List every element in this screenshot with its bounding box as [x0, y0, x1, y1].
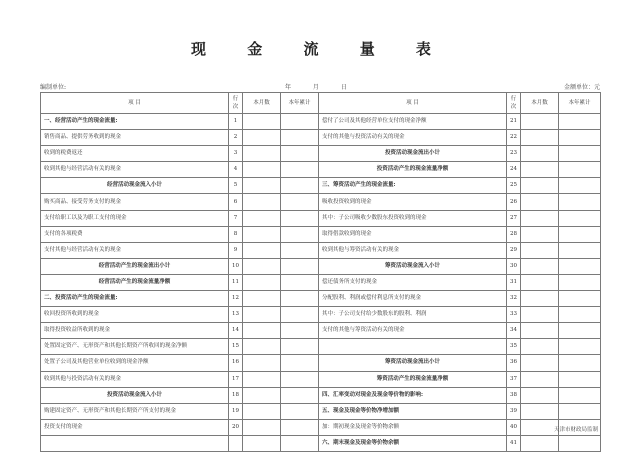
right-item: 投资活动现金流出小计 [319, 146, 507, 162]
left-cumulative-value [281, 130, 319, 146]
left-current-value [243, 307, 281, 323]
left-cumulative-value [281, 146, 319, 162]
table-row [41, 403, 601, 419]
right-item: 四、汇率变动对现金及现金等价物的影响: [319, 387, 507, 403]
table-row [41, 226, 601, 242]
right-item: 偿还债务所支付的现金 [319, 274, 507, 290]
left-line-no: 15 [229, 339, 243, 355]
left-cumulative-value [281, 323, 319, 339]
left-line-no: 20 [229, 419, 243, 435]
left-item [41, 435, 229, 451]
left-item: 处置固定资产、无形资产和其他长期资产所收回的现金净额 [41, 339, 229, 355]
left-line-no: 12 [229, 291, 243, 307]
left-current-value [243, 178, 281, 194]
header-item-left: 项 目 [41, 93, 229, 114]
left-current-value [243, 291, 281, 307]
left-item: 销售商品、提供劳务收到的现金 [41, 130, 229, 146]
left-item: 收回投资所收到的现金 [41, 307, 229, 323]
left-current-value [243, 323, 281, 339]
table-row [41, 371, 601, 387]
right-line-no: 27 [507, 210, 521, 226]
table-row [41, 114, 601, 130]
left-cumulative-value [281, 274, 319, 290]
right-current-value [521, 307, 559, 323]
left-line-no: 1 [229, 114, 243, 130]
right-current-value [521, 162, 559, 178]
header-current-right: 本月数 [521, 93, 559, 114]
left-current-value [243, 162, 281, 178]
right-cumulative-value [559, 403, 601, 419]
left-item: 支付给职工以及为职工支付的现金 [41, 210, 229, 226]
right-line-no: 33 [507, 307, 521, 323]
right-item: 五、现金及现金等价物净增加额 [319, 403, 507, 419]
left-item: 二、投资活动产生的现金流量: [41, 291, 229, 307]
right-item: 分配股利、利润或偿付利息所支付的现金 [319, 291, 507, 307]
table-row [41, 355, 601, 371]
right-item: 加：期初现金及现金等价物余额 [319, 419, 507, 435]
left-item: 处置子公司及其他营业单位收到的现金净额 [41, 355, 229, 371]
table-row [41, 339, 601, 355]
left-line-no: 19 [229, 403, 243, 419]
left-item: 收到其他与经营活动有关的现金 [41, 162, 229, 178]
right-cumulative-value [559, 194, 601, 210]
left-cumulative-value [281, 387, 319, 403]
table-row [41, 210, 601, 226]
right-line-no: 29 [507, 242, 521, 258]
header-current-left: 本月数 [243, 93, 281, 114]
left-line-no: 2 [229, 130, 243, 146]
table-row [41, 162, 601, 178]
right-cumulative-value [559, 355, 601, 371]
left-cumulative-value [281, 226, 319, 242]
left-line-no: 7 [229, 210, 243, 226]
left-item: 支付的各项税费 [41, 226, 229, 242]
left-cumulative-value [281, 291, 319, 307]
left-item: 取得投资收益所收到的现金 [41, 323, 229, 339]
left-cumulative-value [281, 210, 319, 226]
left-current-value [243, 226, 281, 242]
left-line-no: 11 [229, 274, 243, 290]
table-row [41, 258, 601, 274]
table-row [41, 274, 601, 290]
right-cumulative-value [559, 210, 601, 226]
left-item: 支付其他与经营活动有关的现金 [41, 242, 229, 258]
right-line-no: 28 [507, 226, 521, 242]
left-item: 经营活动产生的现金流出小计 [41, 258, 229, 274]
right-cumulative-value [559, 435, 601, 451]
left-cumulative-value [281, 371, 319, 387]
left-cumulative-value [281, 162, 319, 178]
right-item: 三、筹资活动产生的现金流量: [319, 178, 507, 194]
footer-note: 天津市财政局监制 [553, 427, 598, 433]
table-row [41, 307, 601, 323]
table-row [41, 387, 601, 403]
left-current-value [243, 339, 281, 355]
right-current-value [521, 130, 559, 146]
right-current-value [521, 435, 559, 451]
right-cumulative-value [559, 323, 601, 339]
right-item: 其中：子公司支付给少数股东的股利、利润 [319, 307, 507, 323]
right-line-no: 34 [507, 323, 521, 339]
right-cumulative-value [559, 226, 601, 242]
left-line-no: 5 [229, 178, 243, 194]
right-cumulative-value [559, 130, 601, 146]
right-current-value [521, 371, 559, 387]
left-item: 收到的税费返还 [41, 146, 229, 162]
right-line-no: 25 [507, 178, 521, 194]
right-line-no: 21 [507, 114, 521, 130]
right-line-no: 22 [507, 130, 521, 146]
left-line-no: 17 [229, 371, 243, 387]
right-line-no: 26 [507, 194, 521, 210]
right-current-value [521, 403, 559, 419]
left-item: 经营活动产生的现金流量净额 [41, 274, 229, 290]
left-cumulative-value [281, 355, 319, 371]
right-line-no: 41 [507, 435, 521, 451]
right-cumulative-value [559, 371, 601, 387]
right-item: 取得借款收到的现金 [319, 226, 507, 242]
right-line-no: 31 [507, 274, 521, 290]
right-line-no: 30 [507, 258, 521, 274]
right-item: 六、期末现金及现金等价物余额 [319, 435, 507, 451]
right-cumulative-value [559, 258, 601, 274]
left-current-value [243, 419, 281, 435]
right-current-value [521, 114, 559, 130]
right-item: 筹资活动产生的现金流量净额 [319, 371, 507, 387]
table-row [41, 194, 601, 210]
right-cumulative-value [559, 178, 601, 194]
date-label: 年 月 日 [285, 84, 347, 91]
left-line-no: 4 [229, 162, 243, 178]
left-line-no: 18 [229, 387, 243, 403]
left-cumulative-value [281, 258, 319, 274]
left-line-no: 16 [229, 355, 243, 371]
table-row [41, 146, 601, 162]
right-current-value [521, 210, 559, 226]
right-item: 吸收投资收到的现金 [319, 194, 507, 210]
right-current-value [521, 146, 559, 162]
right-line-no: 35 [507, 339, 521, 355]
right-item: 其中：子公司吸收少数股东投资收到的现金 [319, 210, 507, 226]
left-item: 购买商品、接受劳务支付的现金 [41, 194, 229, 210]
left-line-no: 3 [229, 146, 243, 162]
left-current-value [243, 210, 281, 226]
left-cumulative-value [281, 339, 319, 355]
left-item: 经营活动现金流入小计 [41, 178, 229, 194]
table-row [41, 435, 601, 451]
header-cumulative-left: 本年累计 [281, 93, 319, 114]
left-current-value [243, 114, 281, 130]
right-item: 支付的其他与筹资活动有关的现金 [319, 323, 507, 339]
left-line-no: 9 [229, 242, 243, 258]
left-current-value [243, 387, 281, 403]
table-row [41, 419, 601, 435]
left-current-value [243, 371, 281, 387]
right-line-no: 38 [507, 387, 521, 403]
left-item: 投资活动现金流入小计 [41, 387, 229, 403]
cash-flow-table [40, 92, 601, 452]
currency-label: 金额单位：元 [563, 84, 600, 91]
left-line-no: 10 [229, 258, 243, 274]
header-no-right: 行次 [507, 93, 521, 114]
right-current-value [521, 194, 559, 210]
left-line-no: 8 [229, 226, 243, 242]
left-item: 投资支付的现金 [41, 419, 229, 435]
right-line-no: 32 [507, 291, 521, 307]
right-item [319, 339, 507, 355]
left-current-value [243, 194, 281, 210]
left-current-value [243, 435, 281, 451]
left-line-no: 14 [229, 323, 243, 339]
left-cumulative-value [281, 435, 319, 451]
left-item: 购建固定资产、无形资产和其他长期资产所支付的现金 [41, 403, 229, 419]
header-cumulative-right: 本年累计 [559, 93, 601, 114]
right-line-no: 23 [507, 146, 521, 162]
right-item: 投资活动产生的现金流量净额 [319, 162, 507, 178]
right-line-no: 39 [507, 403, 521, 419]
right-item: 筹资活动现金流出小计 [319, 355, 507, 371]
page-title: 现 金 流 量 表 [191, 40, 449, 58]
left-line-no: 6 [229, 194, 243, 210]
left-current-value [243, 130, 281, 146]
header-no-left: 行次 [229, 93, 243, 114]
table-row [41, 178, 601, 194]
right-item: 筹资活动现金流入小计 [319, 258, 507, 274]
right-cumulative-value [559, 162, 601, 178]
right-cumulative-value [559, 114, 601, 130]
left-cumulative-value [281, 419, 319, 435]
unit-label: 编制单位: [40, 84, 67, 91]
right-cumulative-value [559, 242, 601, 258]
left-current-value [243, 146, 281, 162]
left-line-no: 13 [229, 307, 243, 323]
left-item: 收到其他与投资活动有关的现金 [41, 371, 229, 387]
right-line-no: 40 [507, 419, 521, 435]
left-current-value [243, 242, 281, 258]
right-line-no: 36 [507, 355, 521, 371]
table-row [41, 130, 601, 146]
right-current-value [521, 339, 559, 355]
right-current-value [521, 242, 559, 258]
right-item: 收到其他与筹资活动有关的现金 [319, 242, 507, 258]
right-item: 偿付了公司及其他经营单位支付的现金净额 [319, 114, 507, 130]
table-row [41, 291, 601, 307]
table-row [41, 242, 601, 258]
right-cumulative-value [559, 291, 601, 307]
left-line-no [229, 435, 243, 451]
right-cumulative-value [559, 339, 601, 355]
left-current-value [243, 403, 281, 419]
right-current-value [521, 226, 559, 242]
right-cumulative-value [559, 387, 601, 403]
table-header-row [41, 93, 601, 114]
right-current-value [521, 178, 559, 194]
right-item: 支付的其他与投资活动有关的现金 [319, 130, 507, 146]
right-current-value [521, 355, 559, 371]
right-current-value [521, 274, 559, 290]
left-cumulative-value [281, 242, 319, 258]
left-current-value [243, 355, 281, 371]
left-current-value [243, 258, 281, 274]
right-current-value [521, 291, 559, 307]
right-current-value [521, 258, 559, 274]
left-cumulative-value [281, 307, 319, 323]
left-cumulative-value [281, 114, 319, 130]
right-cumulative-value [559, 274, 601, 290]
left-cumulative-value [281, 178, 319, 194]
right-cumulative-value [559, 146, 601, 162]
left-current-value [243, 274, 281, 290]
right-current-value [521, 387, 559, 403]
left-cumulative-value [281, 194, 319, 210]
table-row [41, 323, 601, 339]
left-cumulative-value [281, 403, 319, 419]
right-cumulative-value [559, 307, 601, 323]
right-current-value [521, 323, 559, 339]
right-line-no: 24 [507, 162, 521, 178]
right-line-no: 37 [507, 371, 521, 387]
left-item: 一、经营活动产生的现金流量: [41, 114, 229, 130]
header-item-right: 项 目 [319, 93, 507, 114]
right-current-value [521, 419, 559, 435]
